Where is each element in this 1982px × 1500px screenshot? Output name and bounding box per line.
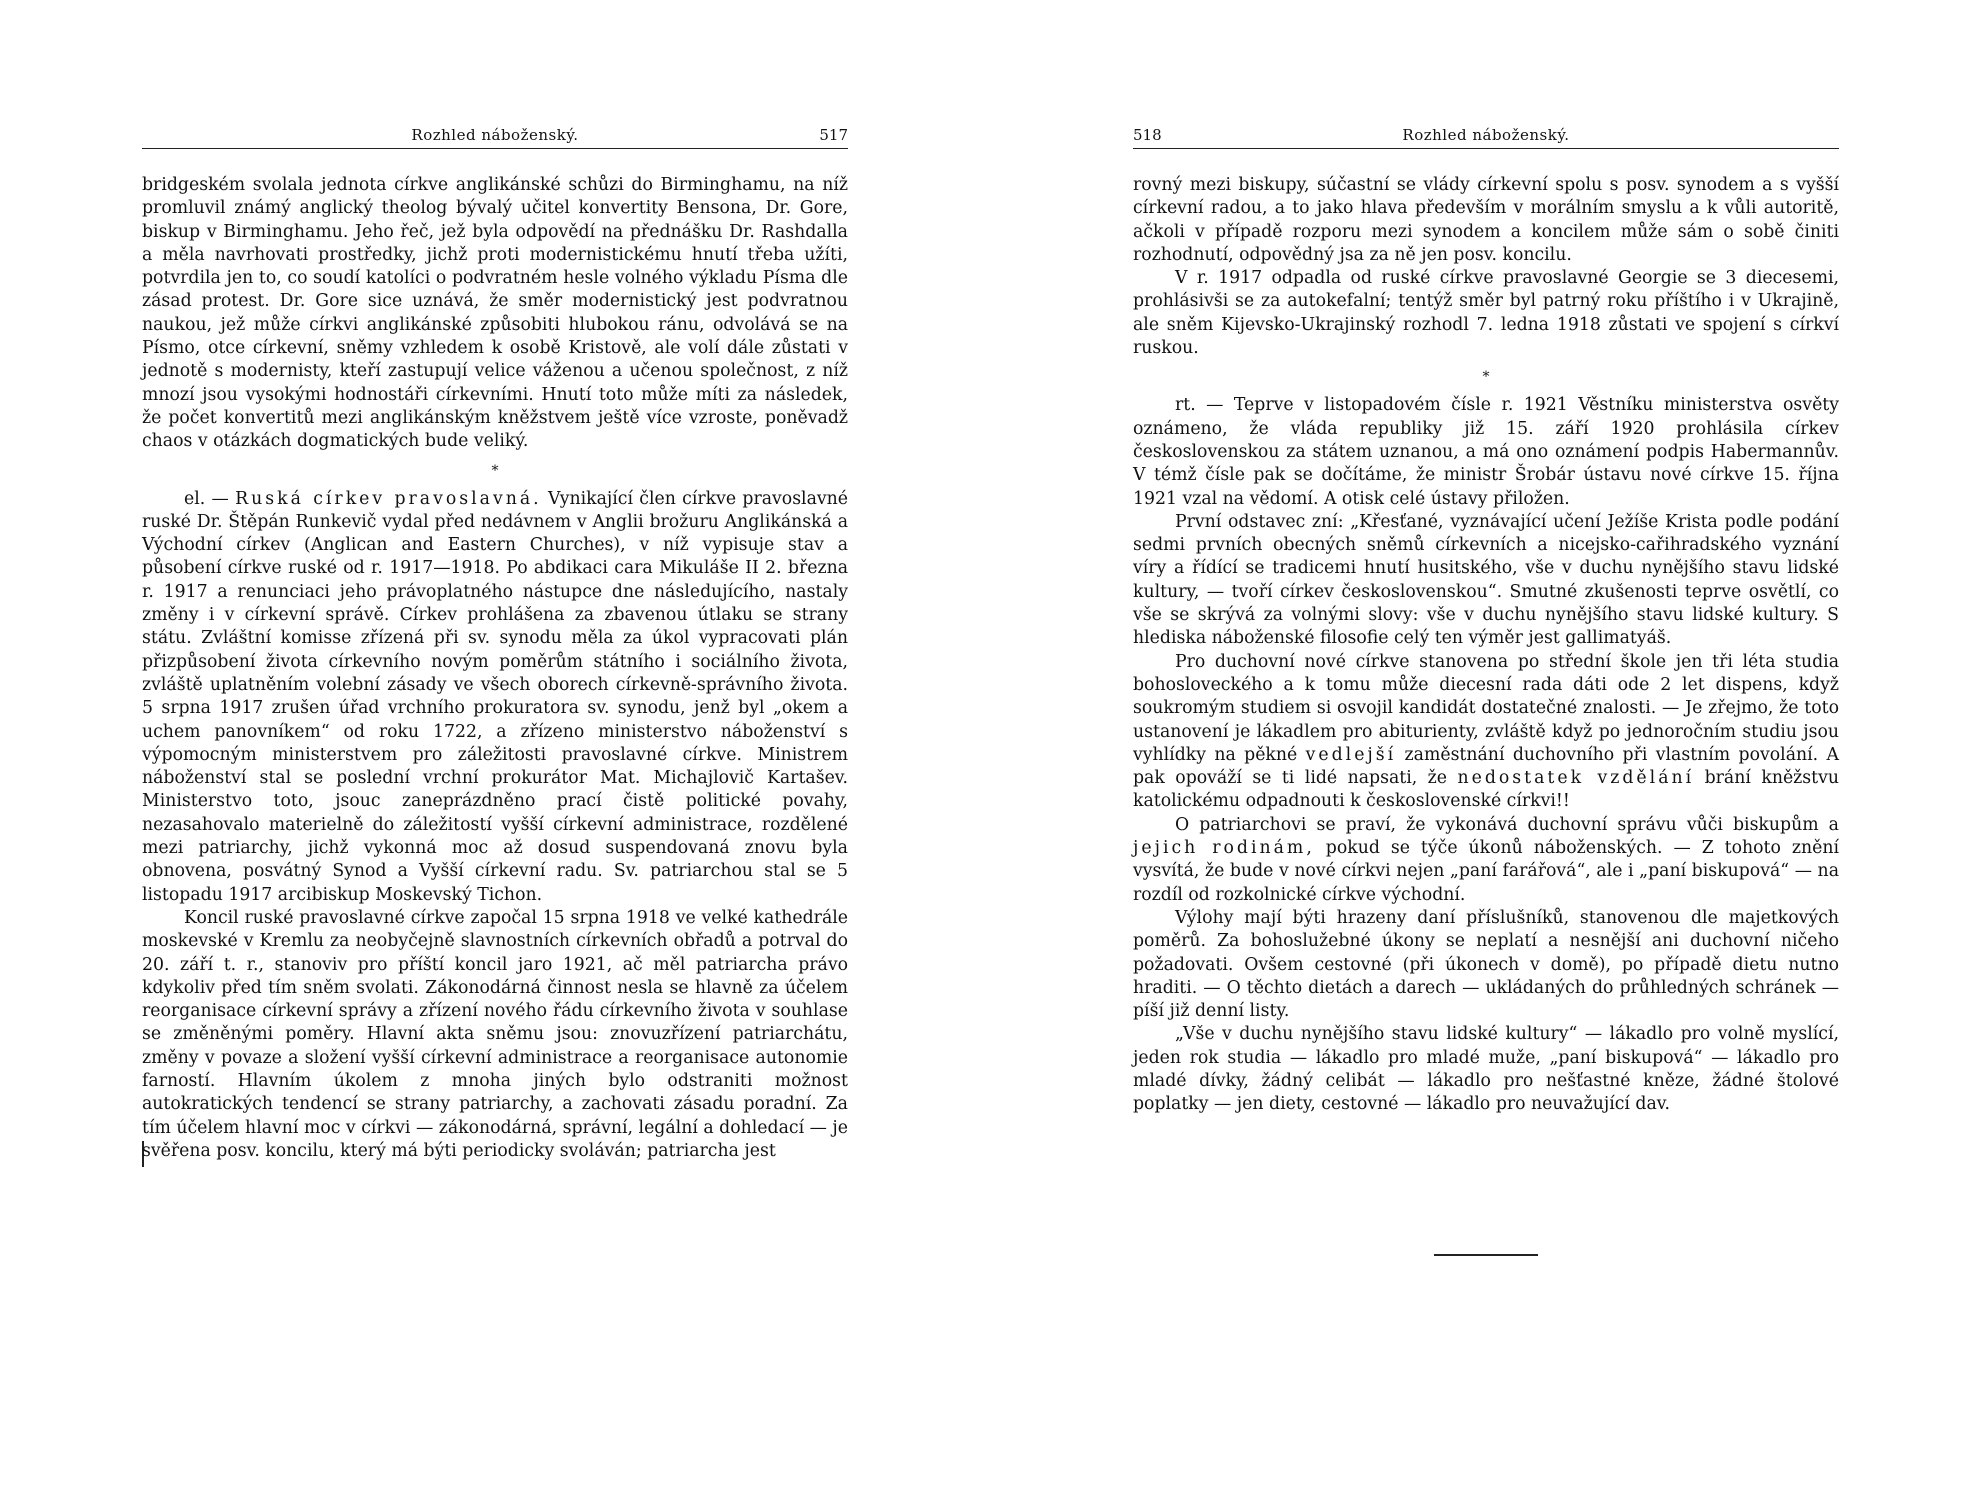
- page-number: 518: [1133, 126, 1162, 144]
- right-page-body: [1133, 174, 1839, 1117]
- paragraph: „Vše v duchu nynějšího stavu lidské kultury“ — lákadlo pro volně myslící, jeden rok studia — lákadlo pro mladé muže, „paní biskupová“ — lákadlo pro mladé dívky, žádný celibát — lákadlo pro nešťastné kněze, žádné štolové poplatky — jen diety, cestovné — lákadlo pro neuvažující dav.: [1133, 1024, 1839, 1115]
- paragraph: [1133, 651, 1839, 814]
- text-run: O patriarchovi se praví, že vykonává duchovní správu vůči biskupům a: [1175, 814, 1839, 835]
- left-page-body: [142, 174, 848, 1163]
- paragraph-russian-church: [142, 488, 848, 907]
- section-heading: Ruská církev pravoslavná.: [235, 488, 542, 509]
- text-run: brání kněžstvu katolickému odpadnouti k československé církvi!!: [1133, 768, 1839, 812]
- paragraph: V r. 1917 odpadla od ruské církve pravoslavné Georgie se 3 diecesemi, prohlásivši se za autokefalní; tentýž směr byl patrný roku příštího i v Ukrajině, ale sněm Kijevsko-Ukrajinský rozhodl 7. ledna 1918 zůstati ve spojení s církví ruskou.: [1133, 268, 1839, 359]
- paragraph: Výlohy mají býti hrazeny daní příslušníků, stanovenou dle majetkových poměrů. Za bohoslužebné úkony se neplatí a nesnější ani duchovní ničeho požadovati. Ovšem cestovné (při úkonech v domě), po případě dietu nutno hraditi. — O těchto dietách a darech — ukládaných do průhledných schránek — píší již denní listy.: [1133, 907, 1839, 1022]
- right-page-header: [1133, 124, 1839, 149]
- paragraph: rt. — Teprve v listopadovém čísle r. 1921 Věstníku ministerstva osvěty oznámeno, že vláda republiky již 15. září 1920 prohlásila církev československou za státem uznanou, a má ono oznámení podpis Habermannův. V témž čísle pak se dočítáme, že ministr Šrobár ústavu nové církve 15. října 1921 vzal na vědomí. A otisk celé ústavy přiložen.: [1133, 395, 1839, 509]
- page-number: 517: [819, 126, 848, 144]
- section-separator: *: [491, 462, 499, 479]
- text-run: Pro duchovní nové církve stanovena po střední škole jen tři léta studia bohosloveckého a k tomu může diecesní rada dáti ode 2 let dispens, když soukromým studiem si osvojil kandidát dostatečné znalosti. — Je zřejmo, že toto ustanovení je lákadlem pro abiturienty, zvláště když po jednoročním studiu jsou vyhlídky na pěkné: [1133, 651, 1839, 765]
- section-text: Vynikající člen církve pravoslavné ruské Dr. Štěpán Runkevič vydal před nedávnem v Anglii brožuru Anglikánská a Východní církev (Anglican and Eastern Churches), v níž vypisuje stav a působení církve ruské od r. 1917—1918. Po abdikaci cara Mikuláše II 2. března r. 1917 a renunciaci jeho právoplatného nástupce dne následujícího, nastaly změny i v církevní správě. Církev prohlášena za zbavenou útlaku se strany státu. Zvláštní komisse zřízená při sv. synodu měla za úkol vypracovati plán přizpůsobení života církevního novým poměrům státního i sociálního života, zvláště uplatněním volební zásady ve všech oborech církevně-správního života. 5 srpna 1917 zrušen úřad vrchního prokuratora sv. synodu, jenž byl „okem a uchem panovníkem“ od roku 1722, a zřízeno ministerstvo náboženství s výpomocným ministerstvem pro záležitosti pravoslavné církve. Ministrem náboženství stal se poslední vrchní prokurátor Mat. Michajlovič Kartašev. Ministerstvo toto, jsouc zaneprázdněno prací čistě politické povahy, nezasahovalo materielně do záležitostí vyšší církevní administrace, rozdělené mezi patriarchy, jichž vykonná moc až dosud suspendovaná znovu byla obnovena, posvátný Synod a Vyšší církevní radu. Sv. patriarchou stal se 5 listopadu 1917 arcibiskup Moskevský Tichon.: [142, 488, 849, 905]
- author-prefix: el. —: [184, 488, 236, 509]
- text-run: zaměstnání duchovního při vlastním povolání. A pak opováží se ti lidé napsati, že: [1133, 744, 1839, 789]
- running-title: Rozhled náboženský.: [411, 126, 579, 144]
- paragraph: [1133, 814, 1839, 907]
- spaced-emphasis: jejich rodinám,: [1133, 838, 1315, 859]
- spaced-emphasis: vedlejší: [1305, 744, 1397, 765]
- running-title: Rozhled náboženský.: [1402, 126, 1570, 144]
- paragraph: bridgeském svolala jednota církve anglikánské schůzi do Birminghamu, na níž promluvil známý anglický theolog bývalý učitel konvertity Bensona, Dr. Gore, biskup v Birminghamu. Jeho řeč, jež byla odpovědí na přednášku Dr. Rashdalla a měla navrhovati prostředky, jichž proti modernistickému hnutí třeba užíti, potvrdila jen to, co soudí katolíci o podvratném hesle volného výkladu Písma dle zásad protest. Dr. Gore sice uznává, že směr modernistický jest podvratnou naukou, jež může církvi anglikánské způsobiti hlubokou ránu, odvolává se na Písmo, otce církevní, sněmy vzhledem k osobě Kristově, ale volí dále zůstati v jednotě s modernisty, kteří zastupují velice váženou a učenou společnost, z níž mnozí jsou vysokými hodnostáři církevními. Hnutí toto může míti za následek, že počet konvertitů mezi anglikánským kněžstvem ještě více vzroste, poněvadž chaos v otázkách dogmatických bude veliký.: [142, 175, 848, 452]
- right-page: [991, 0, 1982, 1500]
- paragraph: Koncil ruské pravoslavné církve započal 15 srpna 1918 ve velké kathedrále moskevské v Kremlu za neobyčejně slavnostních církevních obřadů a potrval do 20. září t. r., stanoviv pro příští koncil jaro 1921, ač měl patriarcha právo kdykoliv před tím sněm svolati. Zákonodárná činnost nesla se hlavně za účelem reorganisace církevní správy a zřízení nového řádu církevního života v souhlase se změněnými poměry. Hlavní akta sněmu jsou: znovuzřízení patriarchátu, změny v povaze a složení vyšší církevní administrace a reorganisace autonomie farností. Hlavním úkolem z mnoha jiných bylo odstraniti možnost autokratických tendencí se strany patriarchy, a zachovati zásadu poradní. Za tím účelem hlavní moc v církvi — zákonodárná, správní, legální a dohledací — je svěřena posv. koncilu, který má býti periodicky svoláván; patriarcha jest: [142, 907, 848, 1161]
- section-separator: *: [1482, 369, 1490, 386]
- text-run: pokud se týče úkonů náboženských. — Z tohoto znění vysvítá, že bude v nové církvi nejen „paní farářová“, ale i „paní biskupová“ — na rozdíl od rozkolnické církve východní.: [1133, 838, 1839, 905]
- paragraph: rovný mezi biskupy, súčastní se vlády církevní spolu s posv. synodem a s vyšší církevní radou, a to jako hlava především v morálním smyslu a k vůli autoritě, ačkoli v případě rozporu mezi synodem a koncilem může sám o sobě činiti rozhodnutí, odpovědný jsa za ně jen posv. koncilu.: [1133, 175, 1839, 265]
- end-rule: [1434, 1254, 1538, 1256]
- spaced-emphasis: nedostatek vzdělání: [1457, 768, 1695, 789]
- left-page-header: [142, 124, 848, 149]
- paragraph: První odstavec zní: „Křesťané, vyznávající učení Ježíše Krista podle podání sedmi prvních obecných sněmů církevních a nicejsko-cařihradského vyznání víry a řídící se tradicemi hnutí husitského, vše v duchu nynějšího stavu lidské kultury, — tvoří církev československou“. Smutné zkušenosti teprve osvětlí, co vše se skrývá za volnými slovy: vše v duchu nynějšího stavu lidské kultury. S hlediska náboženské filosofie celý ten výměr jest gallimatyáš.: [1133, 511, 1839, 649]
